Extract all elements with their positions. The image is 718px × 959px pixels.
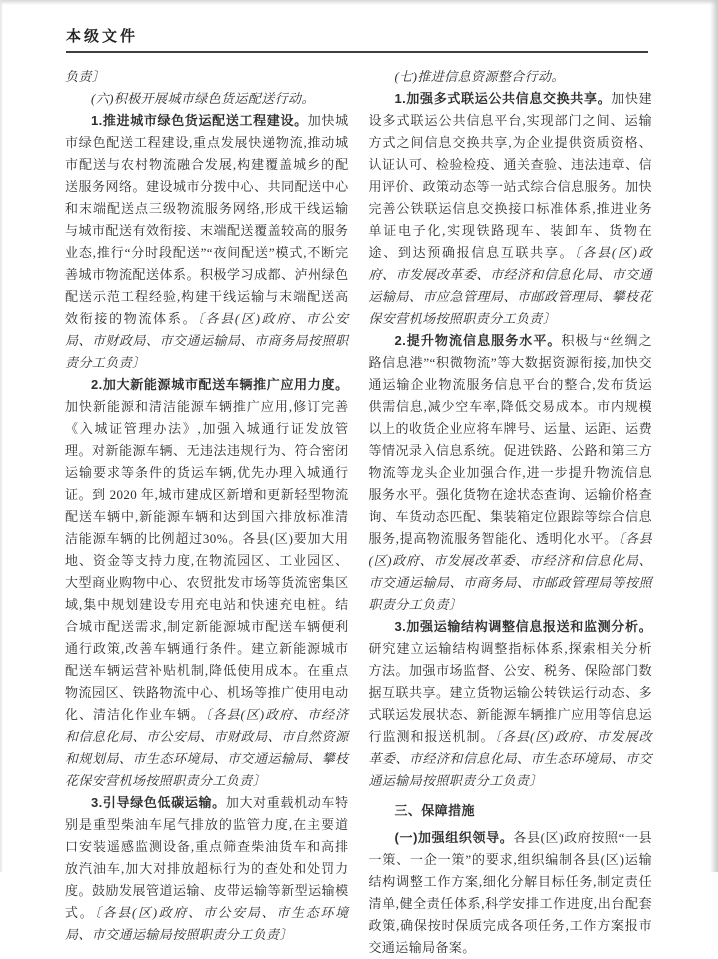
responsibility-clause: 〔各县(区)政府、市发展改革委、市经济和信息化局、市交通运输局、市应急管理局、市邮政管理局、攀枝花保安营机场按照职责分工负责〕	[368, 245, 652, 326]
item-1-info-exchange	[369, 88, 653, 330]
continuation-text: 负责〕	[65, 69, 106, 84]
paragraph-lead: 2.提升物流信息服务水平。	[394, 333, 562, 348]
paragraph-lead: 1.推进城市绿色货运配送工程建设。	[91, 113, 308, 128]
paragraph-body: 加快新能源和清洁能源车辆推广应用,修订完善《入城证管理办法》,加强入城通行证发放管理。对新能源车辆、无违法违规行为、符合密闭运输要求等条件的货运车辆,优先办理入城通行证。到 2020 年,城市建成区新增和更新轻型物流配送车辆中,新能源车辆和达到国六排放标准清洁能源车辆的比例超过30%。各县(区)要加大用地、资金等支持力度,在物流园区、工业园区、大型商业购物中心、农贸批发市场等货流密集区域,集中规划建设专用充电站和快速充电桩。结合城市配送需求,制定新能源城市配送车辆便利通行政策,改善车辆通行条件。建立新能源城市配送车辆运营补贴机制,降低使用成本。在重点物流园区、铁路物流中心、机场等推广使用电动化、清洁化作业车辆。	[65, 399, 349, 722]
paragraph-lead: 3.加强运输结构调整信息报送和监测分析。	[394, 619, 652, 634]
scan-edge-top	[0, 0, 718, 5]
subsection-heading-6: (六)积极开展城市绿色货运配送行动。	[91, 91, 315, 106]
scan-edge-left	[0, 0, 3, 872]
paragraph-lead: 3.引导绿色低碳运输。	[91, 795, 226, 810]
responsibility-clause: 〔各县(区)政府、市发展改革委、市经济和信息化局、市生态环境局、市交通运输局按照职责分工负责〕	[368, 729, 653, 788]
paragraph-body: 加快城市绿色配送工程建设,重点发展快递物流,推动城市配送与农村物流融合发展,构建覆盖城乡的配送服务网络。建设城市分拨中心、共同配送中心和末端配送点三级物流服务网络,形成干线运输与城市配送有效衔接、末端配送覆盖较高的服务业态,推行“分时段配送”“夜间配送”模式,不断完善城市物流配送体系。积极学习成都、泸州绿色配送示范工程经验,构建干线运输与末端配送高效衔接的物流体系。	[65, 113, 349, 326]
document-body	[0, 53, 718, 959]
document-header	[0, 0, 718, 53]
responsibility-clause: 〔各县(区)政府、市公安局、市生态环境局、市交通运输局按照职责分工负责〕	[65, 905, 349, 942]
responsibility-clause: 〔各县(区)政府、市发展改革委、市经济和信息化局、市交通运输局、市商务局、市邮政管理局等按照职责分工负责〕	[368, 531, 652, 612]
paragraph-body: 加快建设多式联运公共信息平台,实现部门之间、运输方式之间信息交换共享,为企业提供资质资格、认证认可、检验检疫、通关查验、违法违章、信用评价、政策动态等一站式综合信息服务。加快完善公铁联运信息交换接口标准体系,推进业务单证电子化,实现铁路现车、装卸车、货物在途、到达预确报信息互联共享。	[368, 91, 652, 260]
section-heading-safeguards: 三、保障措施	[394, 803, 475, 818]
paragraph-lead: (一)加强组织领导。	[394, 830, 514, 845]
item-3-monitoring-analysis	[369, 616, 653, 792]
item-2-new-energy-vehicles	[65, 374, 349, 792]
responsibility-clause: 〔各县(区)政府、市经济和信息化局、市公安局、市财政局、市自然资源和规划局、市生态环境局、市交通运输局、攀枝花保安营机场按照职责分工负责〕	[65, 707, 349, 788]
item-1-organization-leadership	[369, 827, 653, 959]
paragraph-body: 各县(区)政府按照“一县一策、一企一策”的要求,组织编制各县(区)运输结构调整工作方案,细化分解目标任务,制定责任清单,健全责任体系,科学安排工作进度,出台配套政策,确保按时保质完成各项任务,工作方案报市交通运输局备案。	[368, 830, 652, 955]
paragraph-body: 加大对重载机动车特别是重型柴油车尾气排放的监管力度,在主要道口安装遥感监测设备,重点筛查柴油货车和高排放汽油车,加大对排放超标行为的查处和处罚力度。鼓励发展管道运输、皮带运输等新型运输模式。	[65, 795, 349, 920]
scan-edge-right	[710, 0, 718, 872]
left-column	[65, 66, 349, 959]
item-1-green-delivery	[65, 110, 349, 374]
item-3-low-carbon-transport	[65, 792, 349, 946]
paragraph-lead: 1.加强多式联运公共信息交换共享。	[394, 91, 612, 106]
paragraph-body: 研究建立运输结构调整指标体系,探索相关分析方法。加强市场监督、公安、税务、保险部门数据互联共享。建立货物运输公转铁运行动态、多式联运发展状态、新能源车辆推广应用等信息运行监测和报送机制。	[368, 641, 652, 744]
item-2-logistics-info-service	[369, 330, 653, 616]
paragraph-lead: 2.加大新能源城市配送车辆推广应用力度。	[91, 377, 349, 392]
right-column	[369, 66, 653, 959]
subsection-heading-7: (七)推进信息资源整合行动。	[394, 69, 565, 84]
paragraph-body: 积极与“丝绸之路信息港”“积微物流”等大数据资源衔接,加快交通运输企业物流服务信息平台的整合,发布货运供需信息,减少空车率,降低交易成本。市内规模以上的收货企业应将车牌号、运量、运距、运费等情况录入信息系统。促进铁路、公路和第三方物流等龙头企业加强合作,进一步提升物流信息服务水平。强化货物在途状态查询、运输价格查询、车货动态匹配、集装箱定位跟踪等综合信息服务,提高物流服务智能化、透明化水平。	[368, 333, 652, 546]
page-header-title: 本级文件	[66, 28, 139, 45]
responsibility-clause: 〔各县(区)政府、市公安局、市财政局、市交通运输局、市商务局按照职责分工负责〕	[65, 311, 349, 370]
